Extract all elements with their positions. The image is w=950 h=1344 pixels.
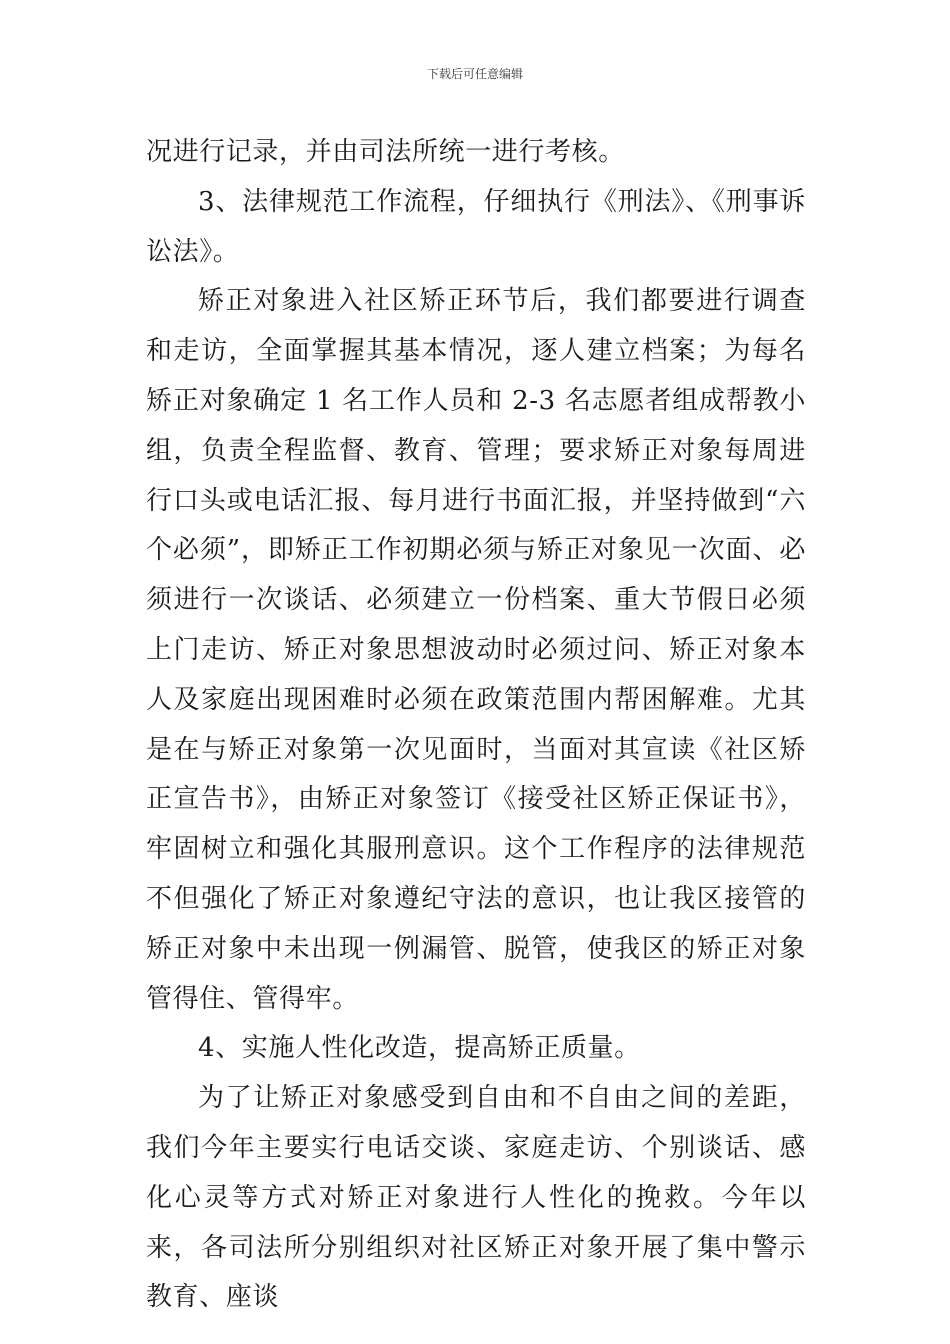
paragraph-section-3-heading: 3、法律规范工作流程，仔细执行《刑法》、《刑事诉讼法》。 (146, 186, 806, 267)
paragraph-humanized-reform: 为了让矫正对象感受到自由和不自由之间的差距，我们今年主要实行电话交谈、家庭走访、个别谈话、感化心灵等方式对矫正对象进行人性化的挽救。今年以来，各司法所分别组织对社区矫正对象开展了集中警示教育、座谈 (146, 1083, 806, 1313)
page-header: 下载后可任意编辑 (426, 67, 523, 81)
paragraph-section-4-heading: 4、实施人性化改造，提高矫正质量。 (198, 1033, 641, 1064)
paragraph-continuation: 况进行记录，并由司法所统一进行考核。 (146, 137, 625, 167)
paragraph-correction-procedure: 矫正对象进入社区矫正环节后，我们都要进行调查和走访，全面掌握其基本情况，逐人建立档案；为每名矫正对象确定 1 名工作人员和 2-3 名志愿者组成帮教小组，负责全程监督、教育、管理；要求矫正对象每周进行口头或电话汇报、每月进行书面汇报，并坚持做到“六个必须”，即矫正工作初期必须与矫正对象见一次面、必须进行一次谈话、必须建立一份档案、重大节假日必须上门走访、矫正对象思想波动时必须过问、矫正对象本人及家庭出现困难时必须在政策范围内帮困解难。尤其是在与矫正对象第一次见面时，当面对其宣读《社区矫正宣告书》，由矫正对象签订《接受社区矫正保证书》，牢固树立和强化其服刑意识。这个工作程序的法律规范不但强化了矫正对象遵纪守法的意识，也让我区接管的矫正对象中未出现一例漏管、脱管，使我区的矫正对象管得住、管得牢。 (146, 286, 806, 1014)
document-body (146, 128, 806, 1323)
